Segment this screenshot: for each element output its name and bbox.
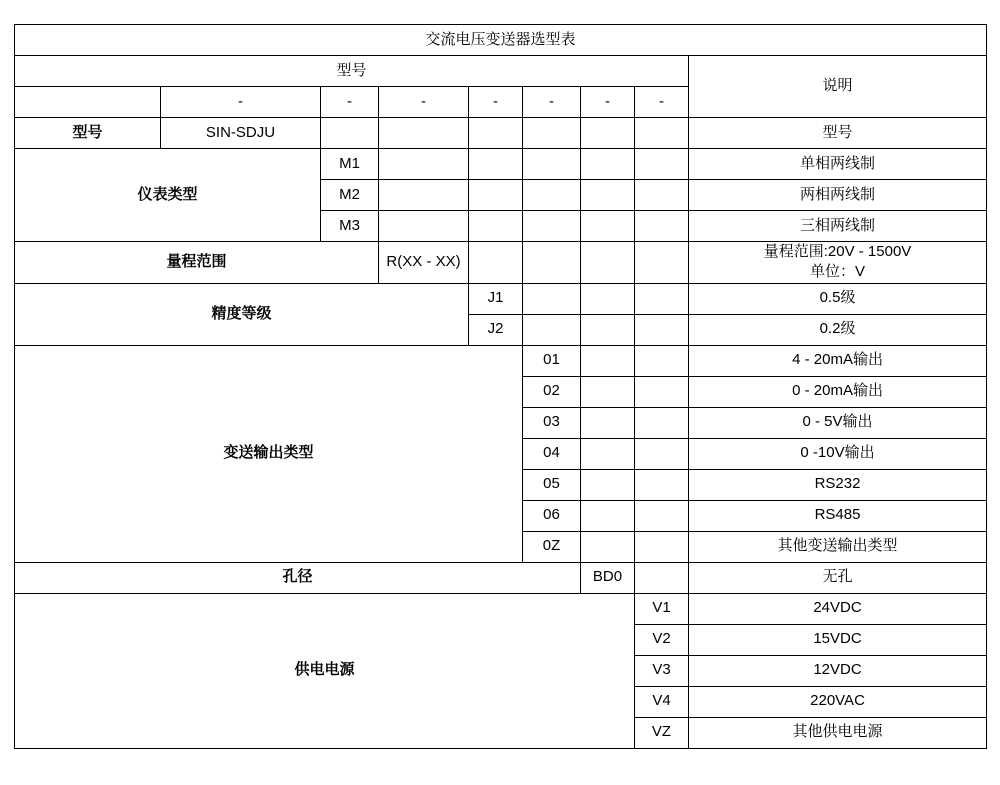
category-label-power-supply: 供电电源 [15, 593, 635, 748]
code-cell-output-type: 04 [523, 438, 581, 469]
description-cell: 15VDC [689, 624, 987, 655]
code-cell-instrument-type: M1 [321, 149, 379, 180]
table-row [15, 345, 987, 376]
table-header-group-row [15, 56, 987, 87]
code-cell-empty [469, 211, 523, 242]
description-cell: 12VDC [689, 655, 987, 686]
code-cell-empty [581, 242, 635, 284]
description-cell: 0.2级 [689, 314, 987, 345]
code-cell-empty [581, 118, 635, 149]
description-cell: 三相两线制 [689, 211, 987, 242]
table-row [15, 562, 987, 593]
category-label-aperture: 孔径 [15, 562, 581, 593]
code-cell-power-supply: V3 [635, 655, 689, 686]
table-row [15, 149, 987, 180]
category-label-instrument-type: 仪表类型 [15, 149, 321, 242]
description-cell: 两相两线制 [689, 180, 987, 211]
code-cell-empty [635, 149, 689, 180]
code-cell-empty [523, 314, 581, 345]
code-cell-empty [523, 283, 581, 314]
code-cell-empty [635, 283, 689, 314]
code-cell-empty [581, 149, 635, 180]
code-cell-empty [581, 531, 635, 562]
description-cell: 220VAC [689, 686, 987, 717]
table-title-row [15, 25, 987, 56]
code-cell-empty [635, 438, 689, 469]
code-cell-empty [581, 438, 635, 469]
table-row [15, 593, 987, 624]
code-cell-empty [635, 345, 689, 376]
code-cell-empty [379, 118, 469, 149]
code-cell-empty [379, 211, 469, 242]
description-cell: 0.5级 [689, 283, 987, 314]
range-desc-line1: 量程范围:20V - 1500V [763, 243, 912, 260]
range-desc-line2: 单位：V [810, 263, 866, 281]
description-cell: 0 -10V输出 [689, 438, 987, 469]
dash-cell-1: - [161, 87, 321, 118]
header-model-group: 型号 [15, 56, 689, 87]
code-cell-power-supply: V1 [635, 593, 689, 624]
selection-table-sheet [14, 24, 986, 749]
code-cell-accuracy: J2 [469, 314, 523, 345]
dash-cell-4: - [469, 87, 523, 118]
code-cell-accuracy: J1 [469, 283, 523, 314]
code-cell-empty [581, 283, 635, 314]
dash-cell-3: - [379, 87, 469, 118]
code-cell-empty [635, 314, 689, 345]
code-cell-instrument-type: M3 [321, 211, 379, 242]
description-cell: 无孔 [689, 562, 987, 593]
code-cell-empty [523, 242, 581, 284]
description-cell: 0 - 20mA输出 [689, 376, 987, 407]
dash-cell-7: - [635, 87, 689, 118]
description-cell-range [689, 242, 987, 284]
code-cell-empty [581, 211, 635, 242]
category-label-model: 型号 [15, 118, 161, 149]
table-row [15, 118, 987, 149]
code-cell-empty [581, 469, 635, 500]
code-cell-power-supply: VZ [635, 717, 689, 748]
code-cell-empty [523, 180, 581, 211]
code-cell-empty [635, 469, 689, 500]
code-cell-empty [635, 562, 689, 593]
code-cell-empty [635, 180, 689, 211]
code-cell-empty [581, 407, 635, 438]
code-cell-output-type: 02 [523, 376, 581, 407]
description-cell: RS485 [689, 500, 987, 531]
table-row [15, 242, 987, 284]
code-cell-output-type: 05 [523, 469, 581, 500]
code-cell-model: SIN-SDJU [161, 118, 321, 149]
code-cell-empty [581, 500, 635, 531]
code-cell-empty [635, 211, 689, 242]
code-cell-empty [635, 242, 689, 284]
code-cell-empty [635, 118, 689, 149]
dash-cell-6: - [581, 87, 635, 118]
code-cell-output-type: 06 [523, 500, 581, 531]
code-cell-aperture: BD0 [581, 562, 635, 593]
code-cell-empty [469, 118, 523, 149]
code-cell-empty [469, 180, 523, 211]
description-cell: RS232 [689, 469, 987, 500]
code-cell-empty [581, 345, 635, 376]
header-description: 说明 [689, 56, 987, 118]
code-cell-empty [635, 531, 689, 562]
code-cell-instrument-type: M2 [321, 180, 379, 211]
dash-cell-2: - [321, 87, 379, 118]
code-cell-output-type: 03 [523, 407, 581, 438]
code-cell-empty [321, 118, 379, 149]
description-cell: 单相两线制 [689, 149, 987, 180]
code-cell-range: R(XX - XX) [379, 242, 469, 284]
code-cell-output-type: 0Z [523, 531, 581, 562]
description-cell: 4 - 20mA输出 [689, 345, 987, 376]
code-cell-output-type: 01 [523, 345, 581, 376]
code-cell-empty [635, 407, 689, 438]
code-cell-empty [523, 118, 581, 149]
code-cell-power-supply: V2 [635, 624, 689, 655]
code-cell-empty [469, 149, 523, 180]
code-cell-empty [523, 149, 581, 180]
category-label-accuracy: 精度等级 [15, 283, 469, 345]
dash-cell-blank [15, 87, 161, 118]
description-cell: 0 - 5V输出 [689, 407, 987, 438]
code-cell-empty [581, 180, 635, 211]
code-cell-empty [523, 211, 581, 242]
code-cell-power-supply: V4 [635, 686, 689, 717]
selection-table [14, 24, 987, 749]
code-cell-empty [379, 180, 469, 211]
description-cell: 型号 [689, 118, 987, 149]
code-cell-empty [635, 500, 689, 531]
code-cell-empty [379, 149, 469, 180]
code-cell-empty [581, 376, 635, 407]
dash-cell-5: - [523, 87, 581, 118]
page-title: 交流电压变送器选型表 [15, 25, 987, 56]
code-cell-empty [635, 376, 689, 407]
description-cell: 其他变送输出类型 [689, 531, 987, 562]
description-cell: 其他供电电源 [689, 717, 987, 748]
description-cell: 24VDC [689, 593, 987, 624]
category-label-output-type: 变送输出类型 [15, 345, 523, 562]
code-cell-empty [581, 314, 635, 345]
category-label-range: 量程范围 [15, 242, 379, 284]
code-cell-empty [469, 242, 523, 284]
table-row [15, 283, 987, 314]
